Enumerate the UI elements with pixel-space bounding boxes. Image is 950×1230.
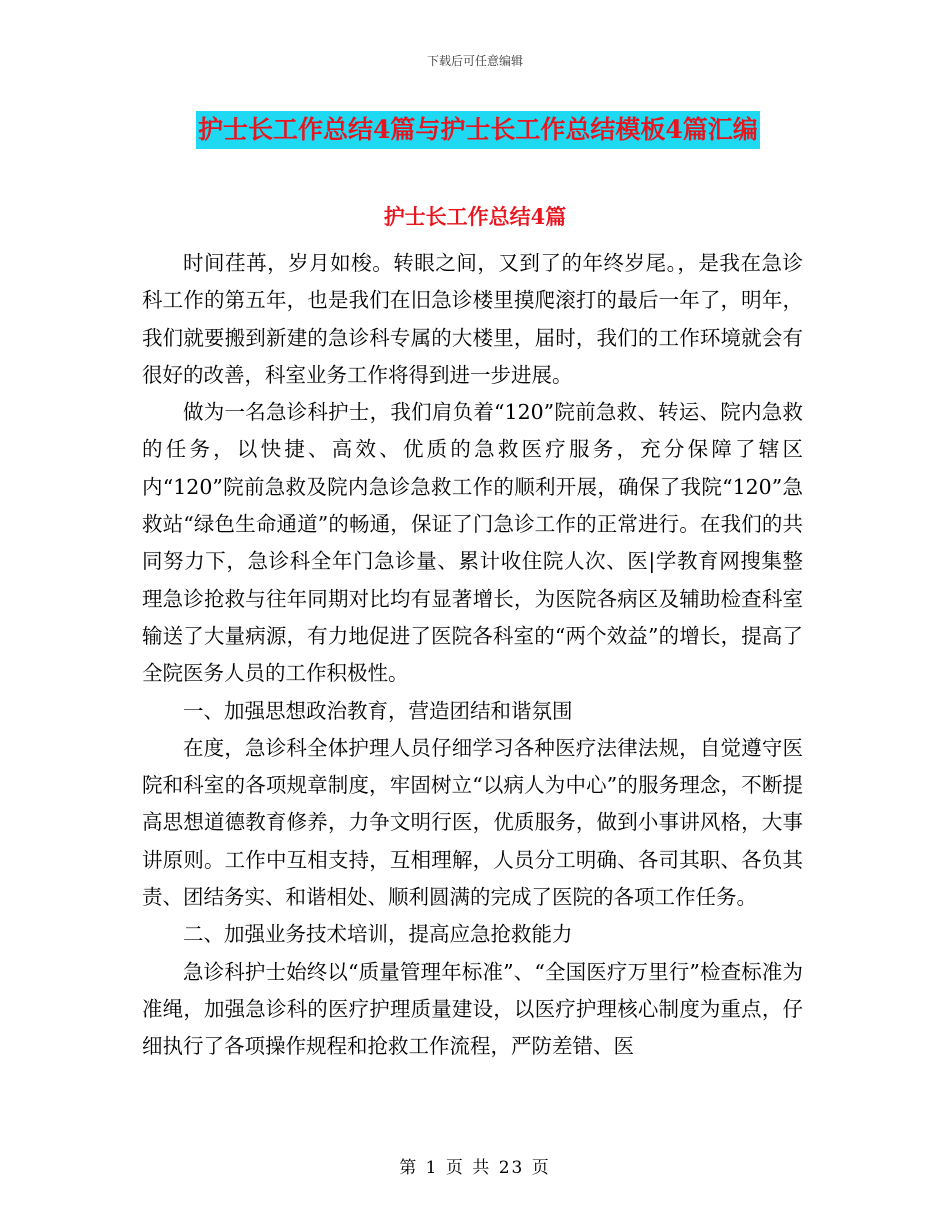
page-footer: 第 1 页 共 23 页 xyxy=(399,1158,551,1178)
paragraph: 做为一名急诊科护士，我们肩负着“120”院前急救、转运、院内急救的任务，以快捷、高效、优质的急救医疗服务，充分保障了辖区内“120”院前急救及院内急诊急救工作的顺利开展，确保了我院“120”急救站“绿色生命通道”的畅通，保证了门急诊工作的正常进行。在我们的共同努力下，急诊科全年门急诊量、累计收住院人次、医|学教育网搜集整理急诊抢救与往年同期对比均有显著增长，为医院各病区及辅助检查科室输送了大量病源，有力地促进了医院各科室的“两个效益”的增长，提高了全院医务人员的工作积极性。 xyxy=(142,400,803,686)
header-note: 下载后可任意编辑 xyxy=(426,54,523,68)
paragraph: 在度，急诊科全体护理人员仔细学习各种医疗法律法规，自觉遵守医院和科室的各项规章制度，牢固树立“以病人为中心”的服务理念，不断提高思想道德教育修养，力争文明行医，优质服务，做到小事讲风格，大事讲原则。工作中互相支持，互相理解，人员分工明确、各司其职、各负其责、团结务实、和谐相处、顺利圆满的完成了医院的各项工作任务。 xyxy=(142,735,803,910)
section-heading: 一、加强思想政治教育，营造团结和谐氛围 xyxy=(183,698,573,723)
section-title: 护士长工作总结4篇 xyxy=(383,204,567,229)
document-title: 护士长工作总结4篇与护士长工作总结模板4篇汇编 xyxy=(196,111,760,149)
document-body xyxy=(142,245,803,1066)
paragraph: 时间荏苒，岁月如梭。转眼之间，又到了的年终岁尾。，是我在急诊科工作的第五年，也是我们在旧急诊楼里摸爬滚打的最后一年了，明年，我们就要搬到新建的急诊科专属的大楼里，届时，我们的工作环境就会有很好的改善，科室业务工作将得到进一步进展。 xyxy=(142,251,803,387)
section-heading: 二、加强业务技术培训，提高应急抢救能力 xyxy=(183,922,573,947)
paragraph: 急诊科护士始终以“质量管理年标准”、“全国医疗万里行”检查标准为准绳，加强急诊科的医疗护理质量建设，以医疗护理核心制度为重点，仔细执行了各项操作规程和抢救工作流程，严防差错、医 xyxy=(142,959,803,1059)
